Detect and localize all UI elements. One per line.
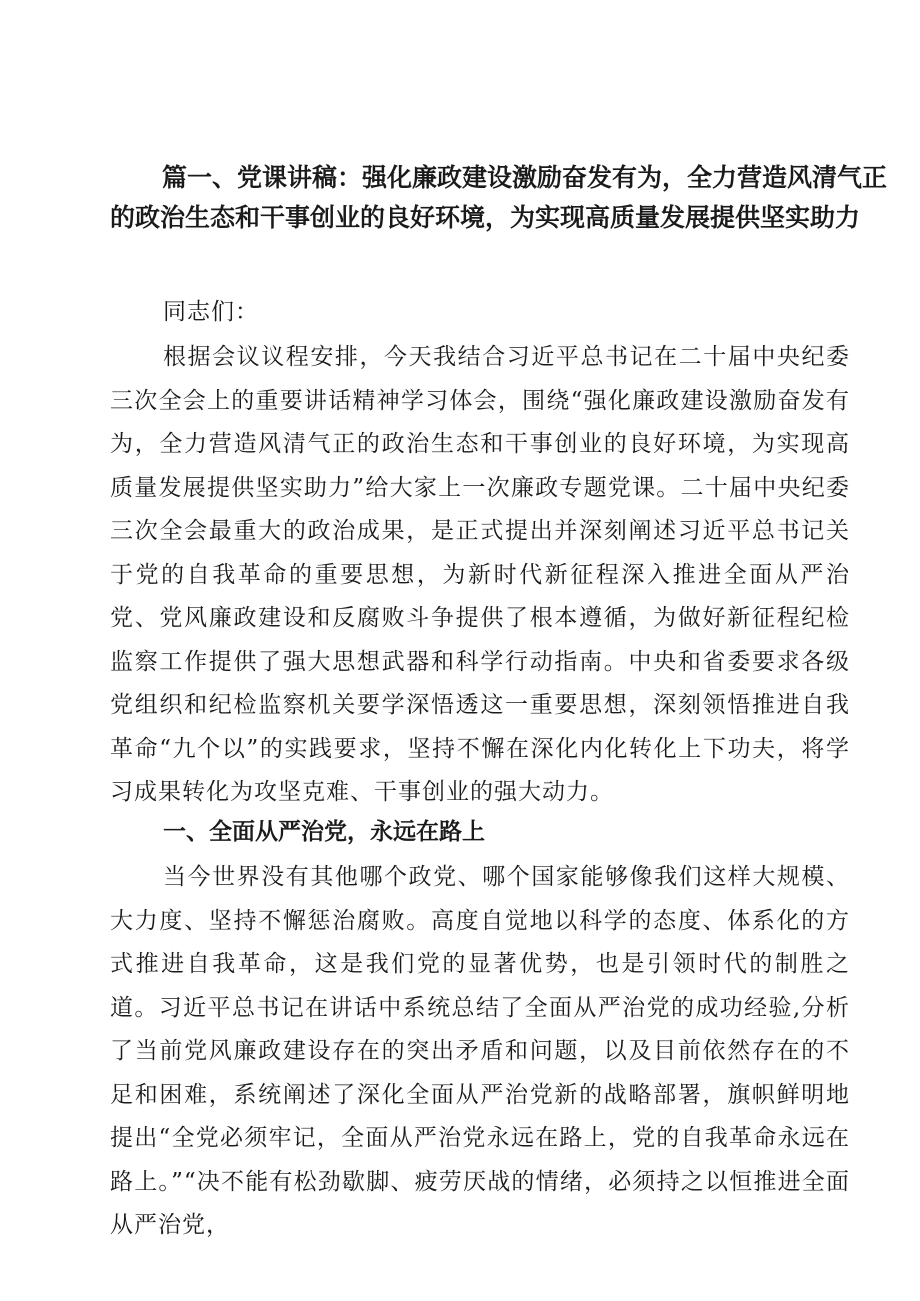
document-title xyxy=(110,158,888,238)
title-line-2: 的政治生态和干事创业的良好环境，为实现高质量发展提供坚实助力 xyxy=(110,203,861,232)
greeting: 同志们： xyxy=(163,299,259,325)
paragraph-1: 根据会议议程安排，今天我结合习近平总书记在二十届中央纪委三次全会上的重要讲话精神学习体会，围绕“强化廉政建设激励奋发有为，全力营造风清气正的政治生态和干事创业的良好环境，为实现高质量发展提供坚实助力”给大家上一次廉政专题党课。二十届中央纪委三次全会最重大的政治成果，是正式提出并深刻阐述习近平总书记关于党的自我革命的重要思想，为新时代新征程深入推进全面从严治党、党风廉政建设和反腐败斗争提供了根本遵循，为做好新征程纪检监察工作提供了强大思想武器和科学行动指南。中央和省委要求各级党组织和纪检监察机关要学深悟透这一重要思想，深刻领悟推进自我革命“九个以”的实践要求，坚持不懈在深化内化转化上下功夫，将学习成果转化为攻坚克难、干事创业的强大动力。 xyxy=(110,344,850,805)
section-heading-1: 一、全面从严治党，永远在路上 xyxy=(163,819,485,845)
paragraph-2: 当今世界没有其他哪个政党、哪个国家能够像我们这样大规模、大力度、坚持不懈惩治腐败。高度自觉地以科学的态度、体系化的方式推进自我革命，这是我们党的显著优势，也是引领时代的制胜之道。习近平总书记在讲话中系统总结了全面从严治党的成功经验,分析了当前党风廉政建设存在的突出矛盾和问题，以及目前依然存在的不足和困难，系统阐述了深化全面从严治党新的战略部署，旗帜鲜明地提出“全党必须牢记，全面从严治党永远在路上，党的自我革命永远在路上。”“决不能有松劲歇脚、疲劳厌战的情绪，必须持之以恒推进全面从严治党， xyxy=(110,864,850,1238)
title-line-1: 篇一、党课讲稿：强化廉政建设激励奋发有为，全力营造风清气正 xyxy=(162,163,888,192)
